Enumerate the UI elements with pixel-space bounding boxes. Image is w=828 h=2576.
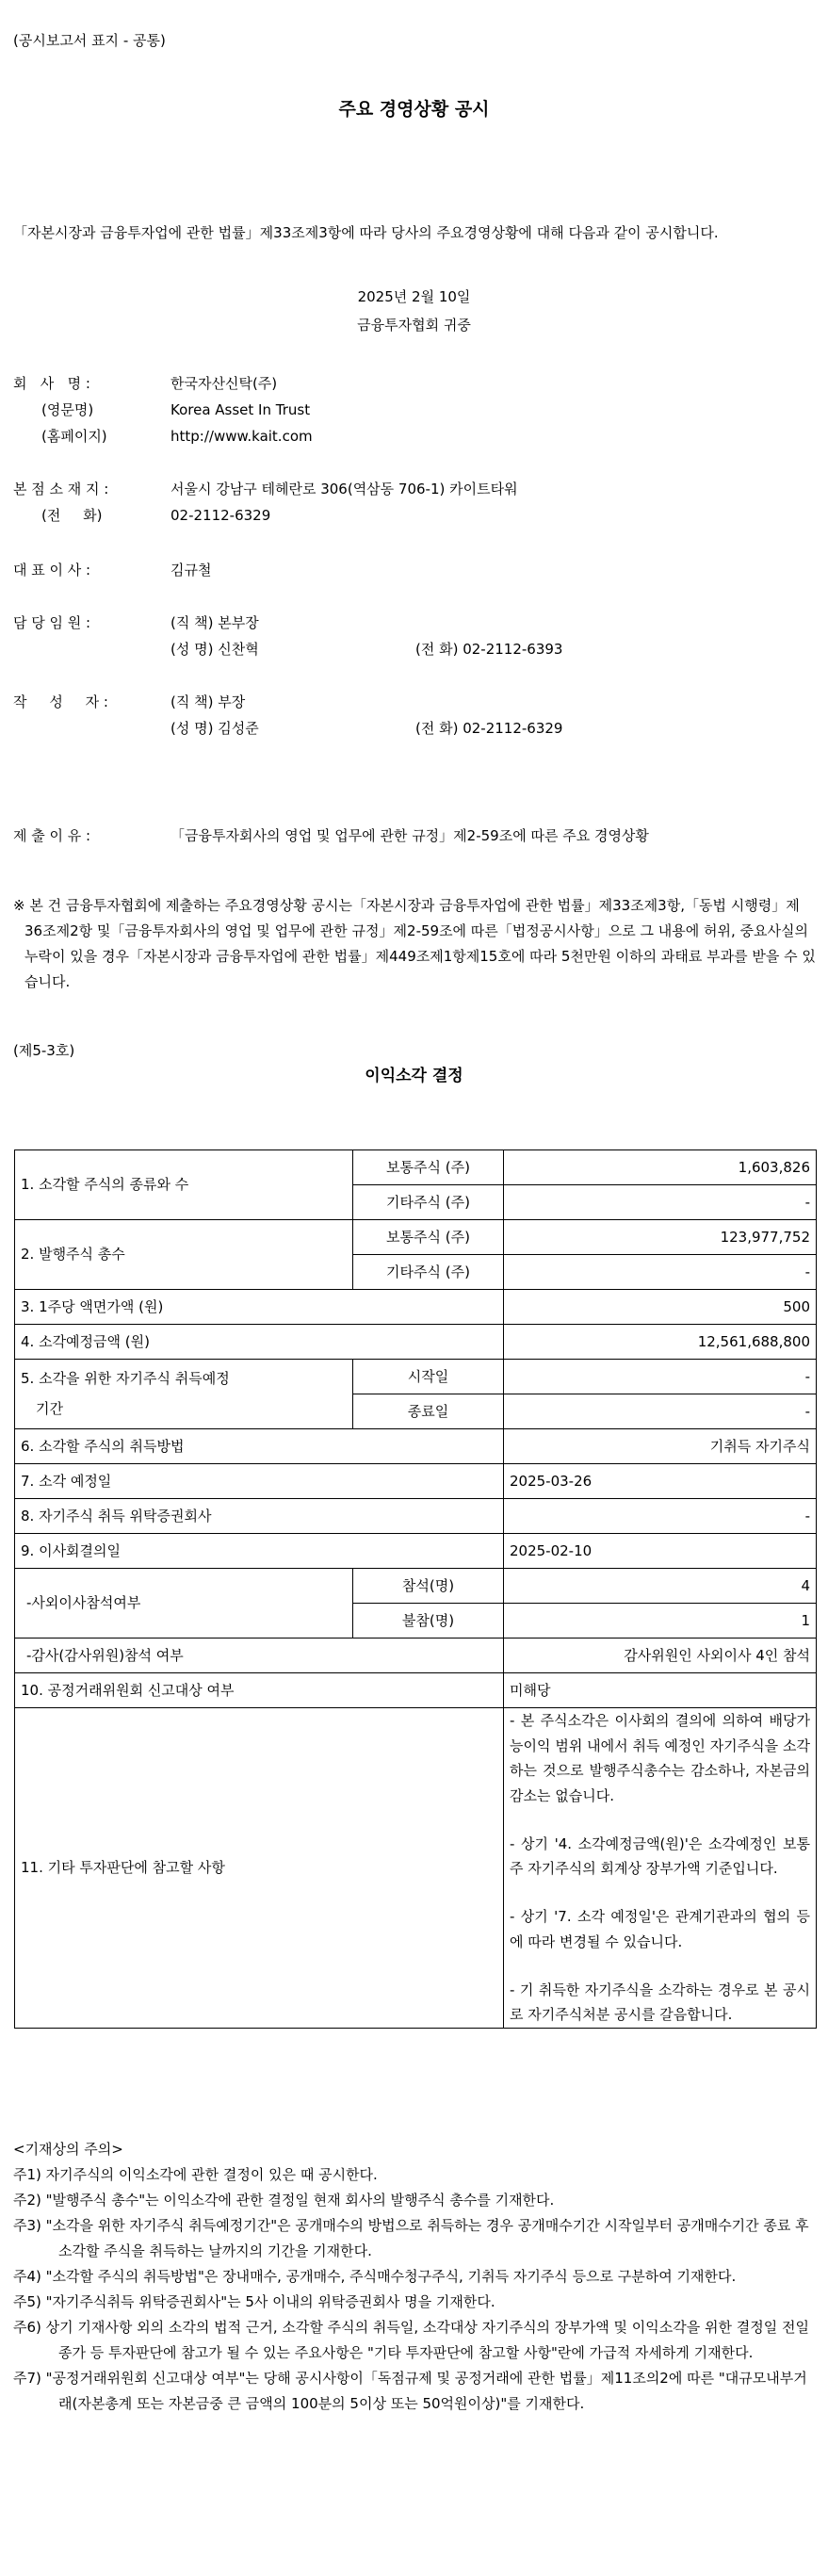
retire-amount: 12,561,688,800 <box>504 1325 817 1360</box>
total-common-value: 123,977,752 <box>504 1220 817 1255</box>
addressee: 금융투자협회 귀중 <box>357 317 471 334</box>
common-stock-label: 보통주식 (주) <box>353 1150 504 1185</box>
english-name-label: (영문명) <box>41 401 94 418</box>
report-date: 2025년 2월 10일 <box>357 288 471 305</box>
notes-section <box>13 2137 816 2417</box>
legal-warning: ※ 본 건 금융투자협회에 제출하는 주요경영상황 공시는「자본시장과 금융투자업에 관한 법률」제33조제3항,「동법 시행령」제36조제2항 및「금융투자회사의 영업 및 업무에 관한 규정」제2-59조에 따른「법정공시사항」으로 그 내용에 허위, 중요사실의 누락이 있을 경우「자본시장과 금융투자업에 관한 법률」제449조제1항제15호에 따라 5천만원 이하의 과태료 부과를 받을 수 있습니다. <box>13 897 816 990</box>
remark-paragraph: - 기 취득한 자기주식을 소각하는 경우로 본 공시로 자기주식처분 공시를 갈음합니다. <box>510 1981 810 2024</box>
writer-name: (성 명) 김성준 <box>170 720 259 737</box>
officer-name: (성 명) 신찬혁 <box>170 641 259 658</box>
remark-paragraph: - 본 주식소각은 이사회의 결의에 의하여 배당가능이익 범위 내에서 취득 예정인 자기주식을 소각하는 것으로 발행주식총수는 감소하나, 자본금의 감소는 없습니다. <box>510 1712 810 1805</box>
absent-label: 불참(명) <box>353 1604 504 1639</box>
reason-label: 제 출 이 유 : <box>13 827 91 844</box>
officer-label: 담 당 임 원 : <box>13 614 91 631</box>
note-item: 주5) "자기주식취득 위탁증권회사"는 5사 이내의 위탁증권회사 명을 기재한다. <box>13 2293 495 2310</box>
common-stock-value: 1,603,826 <box>504 1150 817 1185</box>
homepage-link[interactable]: http://www.kait.com <box>170 428 313 445</box>
table-row <box>15 1150 817 1185</box>
table-row <box>15 1220 817 1255</box>
hq-phone: 02-2112-6329 <box>170 507 271 524</box>
broker-value: - <box>504 1499 817 1534</box>
end-date-label: 종료일 <box>353 1394 504 1429</box>
ceo-name: 김규철 <box>170 562 212 579</box>
note-item: 주6) 상기 기재사항 외의 소각의 법적 근거, 소각할 주식의 취득일, 소각대상 자기주식의 장부가액 및 이익소각을 위한 결정일 전일 종가 등 투자판단에 참고가 될 수 있는 주요사항은 "기타 투자판단에 참고할 사항"란에 가급적 자세하게 기재한다. <box>13 2319 809 2361</box>
note-item: 주2) "발행주식 총수"는 이익소각에 관한 결정일 현재 회사의 발행주식 총수를 기재한다. <box>13 2192 555 2209</box>
table-row <box>15 1325 817 1360</box>
form-tag: (공시보고서 표지 - 공통) <box>13 32 166 49</box>
total-other-value: - <box>504 1255 817 1290</box>
note-item: 주4) "소각할 주식의 취득방법"은 장내매수, 공개매수, 주식매수청구주식, 기취득 자기주식 등으로 구분하여 기재한다. <box>13 2268 737 2285</box>
retire-date: 2025-03-26 <box>504 1464 817 1499</box>
total-common-label: 보통주식 (주) <box>353 1220 504 1255</box>
table-row <box>15 1429 817 1464</box>
acquisition-method-label: 6. 소각할 주식의 취득방법 <box>15 1429 504 1464</box>
note-item: 주7) "공정거래위원회 신고대상 여부"는 당해 공시사항이「독점규제 및 공정거래에 관한 법률」제11조의2에 따른 "대규모내부거래(자본총계 또는 자본금중 큰 금액의 100분의 5이상 또는 50억원이상)"를 기재한다. <box>13 2370 807 2412</box>
writer-title: (직 책) 부장 <box>170 693 246 710</box>
auditor-attend-label: -감사(감사위원)참석 여부 <box>15 1639 504 1673</box>
form-number: (제5-3호) <box>13 1042 75 1059</box>
total-shares-label: 2. 발행주식 총수 <box>15 1220 353 1290</box>
absent-value: 1 <box>504 1604 817 1639</box>
table-row <box>15 1360 817 1394</box>
attend-label: 참석(명) <box>353 1569 504 1604</box>
total-other-label: 기타주식 (주) <box>353 1255 504 1290</box>
remark-paragraph: - 상기 '7. 소각 예정일'은 관계기관과의 협의 등에 따라 변경될 수 있습니다. <box>510 1908 810 1950</box>
board-date-label: 9. 이사회결의일 <box>15 1534 504 1569</box>
broker-label: 8. 자기주식 취득 위탁증권회사 <box>15 1499 504 1534</box>
retire-amount-label: 4. 소각예정금액 (원) <box>15 1325 504 1360</box>
ftc-report-value: 미해당 <box>504 1673 817 1708</box>
table-row <box>15 1499 817 1534</box>
table-row <box>15 1464 817 1499</box>
hq-phone-label: (전 화) <box>41 507 103 524</box>
par-value-label: 3. 1주당 액면가액 (원) <box>15 1290 504 1325</box>
auditor-attend-value: 감사위원인 사외이사 4인 참석 <box>504 1639 817 1673</box>
outside-director-label: -사외이사참석여부 <box>15 1569 353 1639</box>
shares-to-retire-label: 1. 소각할 주식의 종류와 수 <box>15 1150 353 1220</box>
table-row <box>15 1534 817 1569</box>
writer-label: 작 성 자 : <box>13 693 108 710</box>
acquisition-period-label: 5. 소각을 위한 자기주식 취득예정 기간 <box>15 1360 353 1429</box>
officer-title: (직 책) 본부장 <box>170 614 259 631</box>
page-title: 주요 경영상황 공시 <box>338 99 490 120</box>
retire-date-label: 7. 소각 예정일 <box>15 1464 504 1499</box>
other-info-remarks <box>504 1708 817 2029</box>
other-info-label: 11. 기타 투자판단에 참고할 사항 <box>15 1708 504 2029</box>
table-row <box>15 1708 817 2029</box>
ceo-label: 대 표 이 사 : <box>13 562 91 579</box>
disclosure-table <box>14 1149 817 2029</box>
company-name: 한국자산신탁(주) <box>170 375 278 392</box>
company-name-label: 회 사 명 : <box>13 375 90 392</box>
table-row <box>15 1290 817 1325</box>
form-title: 이익소각 결정 <box>365 1067 463 1085</box>
acquisition-method: 기취득 자기주식 <box>504 1429 817 1464</box>
note-item: 주1) 자기주식의 이익소각에 관한 결정이 있은 때 공시한다. <box>13 2166 378 2183</box>
note-item: 주3) "소각을 위한 자기주식 취득예정기간"은 공개매수의 방법으로 취득하는 경우 공개매수기간 시작일부터 공개매수기간 종료 후 소각할 주식을 취득하는 날까지의 기간을 기재한다. <box>13 2217 809 2259</box>
remark-paragraph: - 상기 '4. 소각예정금액(원)'은 소각예정인 보통주 자기주식의 회계상 장부가액 기준입니다. <box>510 1834 810 1878</box>
hq-address: 서울시 강남구 테헤란로 306(역삼동 706-1) 카이트타워 <box>170 481 518 497</box>
start-date-label: 시작일 <box>353 1360 504 1394</box>
table-row <box>15 1639 817 1673</box>
board-date: 2025-02-10 <box>504 1534 817 1569</box>
english-name: Korea Asset In Trust <box>170 401 311 418</box>
notes-heading: <기재상의 주의> <box>13 2141 123 2158</box>
officer-phone: (전 화) 02-2112-6393 <box>415 641 563 658</box>
reason-text: 「금융투자회사의 영업 및 업무에 관한 규정」제2-59조에 따른 주요 경영상황 <box>170 827 649 844</box>
intro-text: 「자본시장과 금융투자업에 관한 법률」제33조제3항에 따라 당사의 주요경영상황에 대해 다음과 같이 공시합니다. <box>13 224 719 241</box>
par-value: 500 <box>504 1290 817 1325</box>
start-date-value: - <box>504 1360 817 1394</box>
hq-label: 본 점 소 재 지 : <box>13 481 109 497</box>
writer-phone: (전 화) 02-2112-6329 <box>415 720 563 737</box>
ftc-report-label: 10. 공정거래위원회 신고대상 여부 <box>15 1673 504 1708</box>
table-row <box>15 1569 817 1604</box>
attend-value: 4 <box>504 1569 817 1604</box>
homepage-label: (홈페이지) <box>41 428 107 445</box>
other-stock-label: 기타주식 (주) <box>353 1185 504 1220</box>
end-date-value: - <box>504 1394 817 1429</box>
table-row <box>15 1673 817 1708</box>
other-stock-value: - <box>504 1185 817 1220</box>
